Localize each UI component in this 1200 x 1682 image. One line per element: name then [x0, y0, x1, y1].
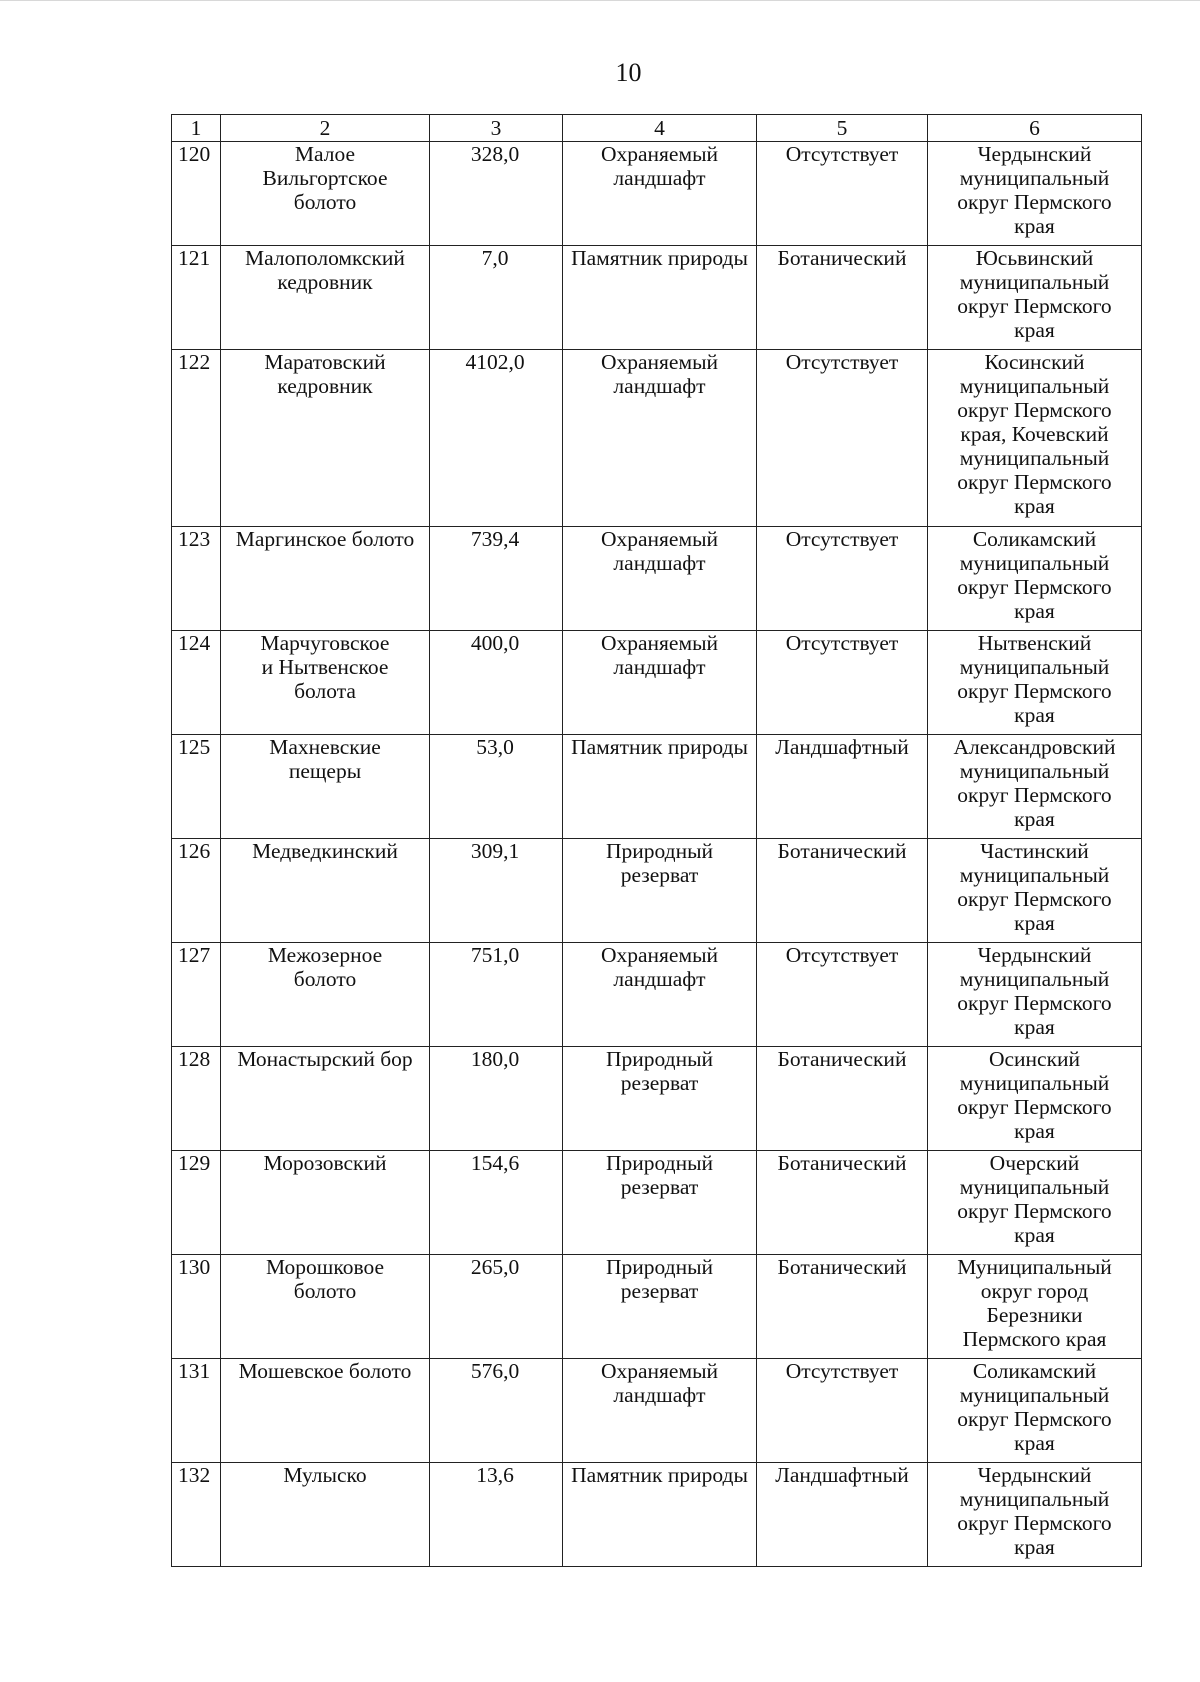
area-size-cell: 13,6	[430, 1463, 563, 1567]
area-name-cell: Маргинское болото	[221, 527, 430, 631]
area-size-cell: 400,0	[430, 631, 563, 735]
column-number-cell: 6	[928, 115, 1142, 142]
column-number-cell: 1	[172, 115, 221, 142]
table-row	[172, 1359, 1142, 1463]
area-size-cell: 53,0	[430, 735, 563, 839]
location-cell: Александровский муниципальный округ Пермского края	[928, 735, 1142, 839]
location-cell: Соликамский муниципальный округ Пермского края	[928, 1359, 1142, 1463]
category-cell: Охраняемый ландшафт	[563, 1359, 757, 1463]
table-row	[172, 142, 1142, 246]
row-number-cell: 125	[172, 735, 221, 839]
area-size-cell: 180,0	[430, 1047, 563, 1151]
location-cell: Чердынский муниципальный округ Пермского края	[928, 142, 1142, 246]
column-number-cell: 3	[430, 115, 563, 142]
area-name-cell: Махневские пещеры	[221, 735, 430, 839]
area-name-cell: Медведкинский	[221, 839, 430, 943]
page-top-edge	[0, 0, 1200, 1]
category-cell: Природный резерват	[563, 1047, 757, 1151]
location-cell: Чердынский муниципальный округ Пермского края	[928, 1463, 1142, 1567]
category-cell: Памятник природы	[563, 246, 757, 350]
profile-cell: Ботанический	[757, 246, 928, 350]
area-name-cell: Морозовский	[221, 1151, 430, 1255]
profile-cell: Отсутствует	[757, 527, 928, 631]
category-cell: Природный резерват	[563, 1151, 757, 1255]
profile-cell: Отсутствует	[757, 350, 928, 527]
row-number-cell: 120	[172, 142, 221, 246]
profile-cell: Ландшафтный	[757, 735, 928, 839]
category-cell: Памятник природы	[563, 735, 757, 839]
area-size-cell: 7,0	[430, 246, 563, 350]
profile-cell: Ботанический	[757, 1047, 928, 1151]
table-row	[172, 631, 1142, 735]
area-size-cell: 328,0	[430, 142, 563, 246]
area-name-cell: Малое Вильгортское болото	[221, 142, 430, 246]
table-row	[172, 246, 1142, 350]
area-name-cell: Мулыско	[221, 1463, 430, 1567]
row-number-cell: 127	[172, 943, 221, 1047]
location-cell: Косинский муниципальный округ Пермского края, Кочевский муниципальный округ Пермского края	[928, 350, 1142, 527]
category-cell: Природный резерват	[563, 839, 757, 943]
table-row	[172, 1463, 1142, 1567]
area-size-cell: 309,1	[430, 839, 563, 943]
row-number-cell: 128	[172, 1047, 221, 1151]
area-size-cell: 739,4	[430, 527, 563, 631]
page-number: 10	[615, 58, 642, 87]
table-row	[172, 943, 1142, 1047]
location-cell: Очерский муниципальный округ Пермского края	[928, 1151, 1142, 1255]
profile-cell: Ботанический	[757, 839, 928, 943]
profile-cell: Ботанический	[757, 1255, 928, 1359]
table-row	[172, 527, 1142, 631]
area-size-cell: 265,0	[430, 1255, 563, 1359]
row-number-cell: 126	[172, 839, 221, 943]
table-body	[172, 115, 1142, 1567]
column-number-cell: 4	[563, 115, 757, 142]
location-cell: Чердынский муниципальный округ Пермского края	[928, 943, 1142, 1047]
area-name-cell: Малополомкский кедровник	[221, 246, 430, 350]
category-cell: Памятник природы	[563, 1463, 757, 1567]
table-row	[172, 1047, 1142, 1151]
profile-cell: Ландшафтный	[757, 1463, 928, 1567]
row-number-cell: 129	[172, 1151, 221, 1255]
row-number-cell: 121	[172, 246, 221, 350]
column-number-cell: 2	[221, 115, 430, 142]
row-number-cell: 131	[172, 1359, 221, 1463]
category-cell: Природный резерват	[563, 1255, 757, 1359]
area-name-cell: Маратовский кедровник	[221, 350, 430, 527]
location-cell: Частинский муниципальный округ Пермского края	[928, 839, 1142, 943]
area-size-cell: 751,0	[430, 943, 563, 1047]
profile-cell: Отсутствует	[757, 943, 928, 1047]
profile-cell: Отсутствует	[757, 142, 928, 246]
profile-cell: Отсутствует	[757, 1359, 928, 1463]
area-name-cell: Марчуговское и Нытвенское болота	[221, 631, 430, 735]
location-cell: Муниципальный округ город Березники Пермского края	[928, 1255, 1142, 1359]
category-cell: Охраняемый ландшафт	[563, 527, 757, 631]
row-number-cell: 122	[172, 350, 221, 527]
category-cell: Охраняемый ландшафт	[563, 142, 757, 246]
location-cell: Нытвенский муниципальный округ Пермского края	[928, 631, 1142, 735]
location-cell: Юсьвинский муниципальный округ Пермского края	[928, 246, 1142, 350]
row-number-cell: 124	[172, 631, 221, 735]
protected-areas-table	[171, 114, 1142, 1567]
area-size-cell: 4102,0	[430, 350, 563, 527]
area-size-cell: 154,6	[430, 1151, 563, 1255]
profile-cell: Ботанический	[757, 1151, 928, 1255]
area-size-cell: 576,0	[430, 1359, 563, 1463]
category-cell: Охраняемый ландшафт	[563, 350, 757, 527]
area-name-cell: Морошковое болото	[221, 1255, 430, 1359]
column-number-row	[172, 115, 1142, 142]
table-row	[172, 350, 1142, 527]
table-row	[172, 1255, 1142, 1359]
area-name-cell: Монастырский бор	[221, 1047, 430, 1151]
profile-cell: Отсутствует	[757, 631, 928, 735]
location-cell: Соликамский муниципальный округ Пермского края	[928, 527, 1142, 631]
area-name-cell: Межозерное болото	[221, 943, 430, 1047]
category-cell: Охраняемый ландшафт	[563, 631, 757, 735]
area-name-cell: Мошевское болото	[221, 1359, 430, 1463]
row-number-cell: 132	[172, 1463, 221, 1567]
row-number-cell: 130	[172, 1255, 221, 1359]
location-cell: Осинский муниципальный округ Пермского края	[928, 1047, 1142, 1151]
table-row	[172, 735, 1142, 839]
table-row	[172, 1151, 1142, 1255]
column-number-cell: 5	[757, 115, 928, 142]
category-cell: Охраняемый ландшафт	[563, 943, 757, 1047]
table-row	[172, 839, 1142, 943]
row-number-cell: 123	[172, 527, 221, 631]
